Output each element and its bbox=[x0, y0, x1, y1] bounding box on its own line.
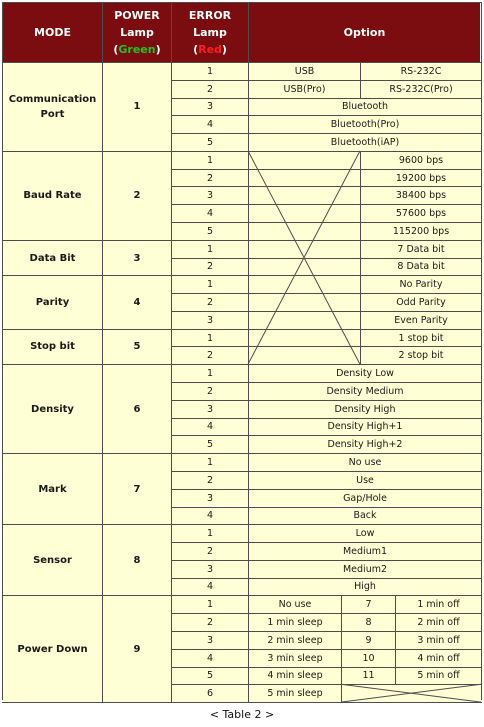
row-m2-e3-option bbox=[361, 187, 481, 204]
row-m9-e5-option-1 bbox=[249, 668, 341, 685]
row-m6-e1-error-text: 1 bbox=[206, 368, 214, 380]
power-lamp-value-6 bbox=[103, 365, 171, 453]
row-m1-e2-option-1-text: USB(Pro) bbox=[283, 83, 326, 95]
row-m1-e1-error bbox=[172, 63, 248, 80]
header-divider bbox=[171, 2, 172, 62]
column-divider bbox=[395, 613, 396, 632]
row-m7-e3-error-text: 3 bbox=[206, 492, 214, 504]
row-m8-e1-option bbox=[249, 525, 481, 542]
row-m1-e5-option bbox=[249, 134, 481, 151]
row-m4-e2-unused bbox=[249, 294, 360, 311]
table-border-bottom bbox=[2, 702, 482, 703]
row-m4-e3-unused bbox=[249, 312, 360, 329]
row-m9-e5-option-2-text: 11 bbox=[362, 670, 375, 682]
header-power-line1: POWER bbox=[114, 9, 160, 22]
column-divider bbox=[102, 240, 103, 277]
row-m2-e1-unused bbox=[249, 152, 360, 169]
mode-name-2 bbox=[3, 152, 102, 240]
row-m7-e4-option bbox=[249, 508, 481, 525]
row-m6-e1-option-text: Density Low bbox=[336, 368, 394, 380]
mode-name-6-text: Density bbox=[31, 403, 74, 415]
row-m3-e1-error bbox=[172, 241, 248, 258]
row-m6-e2-error-text: 2 bbox=[206, 385, 214, 397]
row-m9-e1-error bbox=[172, 596, 248, 613]
header-error-line2: Lamp bbox=[193, 26, 227, 39]
row-m2-e3-option-text: 38400 bps bbox=[395, 190, 447, 202]
column-divider bbox=[102, 524, 103, 596]
power-lamp-value-6-text: 6 bbox=[133, 403, 141, 415]
row-m9-e4-option-1 bbox=[249, 650, 341, 667]
row-m7-e2-error bbox=[172, 472, 248, 489]
row-m1-e2-option-2 bbox=[361, 81, 481, 98]
row-m9-e5-option-3-text: 5 min off bbox=[417, 670, 460, 682]
row-m9-e5-option-2 bbox=[342, 668, 395, 685]
column-divider bbox=[102, 151, 103, 241]
row-m6-e1-option bbox=[249, 365, 481, 382]
column-divider bbox=[360, 80, 361, 99]
row-m3-e1-unused bbox=[249, 241, 360, 258]
row-m9-e4-option-1-text: 3 min sleep bbox=[267, 652, 323, 664]
row-m1-e2-error bbox=[172, 81, 248, 98]
row-m3-e2-option bbox=[361, 259, 481, 276]
row-m4-e1-unused bbox=[249, 276, 360, 293]
row-m9-e4-error bbox=[172, 650, 248, 667]
power-lamp-value-9 bbox=[103, 596, 171, 702]
row-m1-e5-error bbox=[172, 134, 248, 151]
row-m9-e2-option-3 bbox=[396, 614, 481, 631]
row-m5-e2-error-text: 2 bbox=[206, 350, 214, 362]
row-m1-e3-error bbox=[172, 99, 248, 116]
row-m4-e2-option-text: Odd Parity bbox=[396, 297, 446, 308]
row-m9-e5-error bbox=[172, 668, 248, 685]
row-m4-e3-option-text: Even Parity bbox=[394, 314, 448, 326]
row-m5-e1-option bbox=[361, 330, 481, 347]
table-border-top bbox=[2, 2, 482, 3]
column-divider bbox=[341, 684, 342, 703]
mode-name-3 bbox=[3, 241, 102, 276]
row-m2-e2-option-text: 19200 bps bbox=[395, 172, 447, 184]
row-m8-e3-error-text: 3 bbox=[206, 563, 214, 575]
row-m7-e1-option bbox=[249, 454, 481, 471]
row-m9-e3-error bbox=[172, 632, 248, 649]
row-m9-e3-option-3 bbox=[396, 632, 481, 649]
row-m5-e1-unused bbox=[249, 330, 360, 347]
row-m9-e4-option-3-text: 4 min off bbox=[417, 652, 460, 664]
row-m8-e4-error-text: 4 bbox=[206, 581, 214, 593]
row-m2-e3-unused bbox=[249, 187, 360, 204]
row-m9-e1-option-2-text: 7 bbox=[365, 599, 372, 611]
row-m4-e1-error bbox=[172, 276, 248, 293]
mode-name-1 bbox=[3, 63, 102, 151]
row-m7-e2-option-text: Use bbox=[356, 474, 374, 486]
power-lamp-value-3 bbox=[103, 241, 171, 276]
row-m9-e6-option-1 bbox=[249, 685, 341, 702]
row-m4-e1-option bbox=[361, 276, 481, 293]
row-m2-e3-error-text: 3 bbox=[206, 190, 214, 202]
row-m3-e2-unused bbox=[249, 259, 360, 276]
mode-name-2-text: Baud Rate bbox=[23, 190, 82, 202]
row-m1-e1-option-1-text: USB bbox=[294, 65, 315, 77]
header-option-label: Option bbox=[343, 26, 386, 39]
row-m2-e4-option bbox=[361, 205, 481, 222]
row-m6-e5-error-text: 5 bbox=[206, 439, 214, 451]
mode-name-5 bbox=[3, 330, 102, 365]
column-divider bbox=[360, 346, 361, 365]
row-m1-e4-option-text: Bluetooth(Pro) bbox=[330, 119, 400, 131]
column-divider bbox=[360, 204, 361, 223]
row-m6-e4-error bbox=[172, 419, 248, 436]
row-m9-e4-option-2 bbox=[342, 650, 395, 667]
row-m6-e5-option-text: Density High+2 bbox=[327, 439, 403, 451]
row-m1-e2-option-1 bbox=[249, 81, 360, 98]
power-lamp-value-7-text: 7 bbox=[133, 483, 141, 495]
row-m8-e4-option-text: High bbox=[354, 581, 376, 593]
row-m1-e3-option-text: Bluetooth bbox=[341, 101, 389, 113]
column-divider bbox=[360, 275, 361, 294]
row-m1-e3-option bbox=[249, 99, 481, 116]
row-m9-e2-error bbox=[172, 614, 248, 631]
row-m6-e5-option bbox=[249, 436, 481, 453]
row-m9-e3-option-2 bbox=[342, 632, 395, 649]
row-m8-e2-error-text: 2 bbox=[206, 545, 214, 557]
row-m9-e6-unused bbox=[342, 685, 481, 702]
row-m2-e1-option-text: 9600 bps bbox=[398, 154, 444, 166]
row-m2-e1-option bbox=[361, 152, 481, 169]
row-m2-e1-error-text: 1 bbox=[206, 154, 214, 166]
power-lamp-value-8 bbox=[103, 525, 171, 595]
row-m3-e1-error-text: 1 bbox=[206, 243, 214, 255]
column-divider bbox=[102, 595, 103, 703]
row-m9-e5-option-1-text: 4 min sleep bbox=[267, 670, 323, 682]
column-divider bbox=[341, 649, 342, 668]
row-m9-e4-option-3 bbox=[396, 650, 481, 667]
column-divider bbox=[360, 151, 361, 170]
mode-name-7 bbox=[3, 454, 102, 524]
row-m7-e3-option-text: Gap/Hole bbox=[343, 492, 387, 504]
row-m2-e2-error-text: 2 bbox=[206, 172, 214, 184]
mode-name-5-text: Stop bit bbox=[30, 341, 75, 353]
row-m9-e1-option-3 bbox=[396, 596, 481, 613]
row-m9-e5-option-3 bbox=[396, 668, 481, 685]
row-m1-e4-error bbox=[172, 116, 248, 133]
header-error-lamp bbox=[172, 3, 248, 62]
row-m6-e4-option bbox=[249, 419, 481, 436]
column-divider bbox=[395, 631, 396, 650]
row-m2-e1-error bbox=[172, 152, 248, 169]
column-divider bbox=[395, 649, 396, 668]
column-divider bbox=[102, 62, 103, 152]
row-m4-e2-error bbox=[172, 294, 248, 311]
power-lamp-value-2 bbox=[103, 152, 171, 240]
row-m9-e6-error bbox=[172, 685, 248, 702]
row-m6-e5-error bbox=[172, 436, 248, 453]
column-divider bbox=[360, 222, 361, 241]
power-lamp-value-1 bbox=[103, 63, 171, 151]
mode-name-8-text: Sensor bbox=[33, 554, 72, 566]
row-m4-e1-option-text: No Parity bbox=[399, 279, 443, 291]
column-divider bbox=[102, 453, 103, 525]
row-m6-e3-option bbox=[249, 401, 481, 418]
row-m5-e2-error bbox=[172, 347, 248, 364]
header-divider bbox=[248, 2, 249, 62]
row-m9-e1-option-1-text: No use bbox=[278, 599, 312, 611]
row-m9-e1-option-3-text: 1 min off bbox=[417, 599, 460, 611]
column-divider bbox=[102, 364, 103, 454]
row-m7-e1-error bbox=[172, 454, 248, 471]
row-m9-e2-error-text: 2 bbox=[206, 617, 214, 629]
row-m8-e3-error bbox=[172, 561, 248, 578]
row-m1-e3-error-text: 3 bbox=[206, 101, 214, 113]
row-m9-e2-option-1-text: 1 min sleep bbox=[267, 617, 323, 629]
power-lamp-value-4-text: 4 bbox=[133, 297, 141, 309]
row-m6-e3-error bbox=[172, 401, 248, 418]
column-divider bbox=[395, 595, 396, 614]
row-m2-e2-option bbox=[361, 170, 481, 187]
row-m7-e4-error bbox=[172, 508, 248, 525]
row-m9-e3-option-2-text: 9 bbox=[365, 634, 372, 646]
column-divider bbox=[360, 311, 361, 330]
row-m6-e2-option-text: Density Medium bbox=[326, 385, 404, 397]
row-m4-e2-error-text: 2 bbox=[206, 297, 214, 308]
column-divider bbox=[341, 595, 342, 614]
mode-name-8 bbox=[3, 525, 102, 595]
mode-name-4-text: Parity bbox=[35, 297, 70, 309]
row-m4-e2-option bbox=[361, 294, 481, 311]
row-m2-e3-error bbox=[172, 187, 248, 204]
row-m1-e2-error-text: 2 bbox=[206, 83, 214, 95]
row-m7-e1-option-text: No use bbox=[348, 457, 382, 469]
row-m1-e1-option-1 bbox=[249, 63, 360, 80]
row-m9-e3-option-1 bbox=[249, 632, 341, 649]
power-lamp-value-7 bbox=[103, 454, 171, 524]
row-m4-e3-error bbox=[172, 312, 248, 329]
row-m3-e1-option-text: 7 Data bit bbox=[397, 243, 445, 255]
row-m9-e2-option-2-text: 8 bbox=[365, 617, 372, 629]
row-m9-e6-error-text: 6 bbox=[206, 688, 214, 700]
column-divider bbox=[102, 329, 103, 366]
row-m1-e5-option-text: Bluetooth(iAP) bbox=[330, 136, 400, 148]
row-m9-e1-error-text: 1 bbox=[206, 599, 214, 611]
row-m5-e1-option-text: 1 stop bit bbox=[398, 332, 444, 344]
header-error-line1: ERROR bbox=[188, 9, 232, 22]
row-m9-e3-option-3-text: 3 min off bbox=[417, 634, 460, 646]
row-m6-e3-option-text: Density High bbox=[334, 403, 396, 415]
row-m6-e4-error-text: 4 bbox=[206, 421, 214, 433]
row-m8-e2-option bbox=[249, 543, 481, 560]
header-power-color-word: Green bbox=[118, 43, 156, 56]
row-m3-e1-option bbox=[361, 241, 481, 258]
row-m8-e2-option-text: Medium1 bbox=[342, 545, 388, 557]
header-mode bbox=[3, 3, 102, 62]
header-divider bbox=[102, 2, 103, 62]
header-error-color-word: Red bbox=[198, 43, 222, 56]
row-m2-e5-error-text: 5 bbox=[206, 225, 214, 237]
row-m1-e1-error-text: 1 bbox=[206, 65, 214, 77]
row-m9-e2-option-2 bbox=[342, 614, 395, 631]
mode-name-1-text: Communication Port bbox=[8, 93, 97, 120]
header-power-lamp bbox=[103, 3, 171, 62]
row-m7-e3-error bbox=[172, 490, 248, 507]
power-lamp-value-1-text: 1 bbox=[133, 101, 141, 113]
row-m9-e3-option-1-text: 2 min sleep bbox=[267, 634, 323, 646]
header-power-color: (Green) bbox=[113, 43, 161, 56]
row-m7-e2-option bbox=[249, 472, 481, 489]
row-m2-e2-unused bbox=[249, 170, 360, 187]
mode-name-6 bbox=[3, 365, 102, 453]
header-power-line2: Lamp bbox=[120, 26, 154, 39]
mode-name-9-text: Power Down bbox=[17, 643, 88, 655]
row-m9-e5-error-text: 5 bbox=[206, 670, 214, 682]
header-mode-label: MODE bbox=[34, 26, 71, 39]
mode-name-9 bbox=[3, 596, 102, 702]
power-lamp-value-8-text: 8 bbox=[133, 554, 141, 566]
row-m5-e1-error-text: 1 bbox=[206, 332, 214, 344]
row-m2-e5-option-text: 115200 bps bbox=[392, 225, 450, 237]
column-divider bbox=[360, 186, 361, 205]
row-m1-e1-option-2 bbox=[361, 63, 481, 80]
power-lamp-value-3-text: 3 bbox=[133, 252, 141, 264]
row-m2-e4-error-text: 4 bbox=[206, 208, 214, 220]
power-lamp-value-5 bbox=[103, 330, 171, 365]
row-m3-e2-option-text: 8 Data bit bbox=[397, 261, 445, 273]
row-m6-e4-option-text: Density High+1 bbox=[327, 421, 403, 433]
mode-name-3-text: Data Bit bbox=[29, 252, 76, 264]
row-m8-e4-error bbox=[172, 579, 248, 596]
mode-name-4 bbox=[3, 276, 102, 328]
row-m6-e2-error bbox=[172, 383, 248, 400]
row-m2-e5-unused bbox=[249, 223, 360, 240]
power-lamp-value-2-text: 2 bbox=[133, 190, 141, 202]
row-m5-e2-unused bbox=[249, 347, 360, 364]
table-caption: < Table 2 > bbox=[209, 708, 275, 721]
row-m9-e2-option-1 bbox=[249, 614, 341, 631]
row-m2-e5-error bbox=[172, 223, 248, 240]
row-m8-e3-option bbox=[249, 561, 481, 578]
mode-name-7-text: Mark bbox=[38, 483, 67, 495]
row-m8-e1-error-text: 1 bbox=[206, 528, 214, 540]
row-m7-e2-error-text: 2 bbox=[206, 474, 214, 486]
row-m2-e2-error bbox=[172, 170, 248, 187]
row-m1-e1-option-2-text: RS-232C bbox=[400, 65, 442, 77]
row-m5-e1-error bbox=[172, 330, 248, 347]
row-m1-e4-option bbox=[249, 116, 481, 133]
row-m5-e2-option-text: 2 stop bit bbox=[398, 350, 444, 362]
column-divider bbox=[360, 293, 361, 312]
row-m9-e2-option-3-text: 2 min off bbox=[417, 617, 460, 629]
row-m2-e4-option-text: 57600 bps bbox=[395, 208, 447, 220]
power-lamp-value-5-text: 5 bbox=[133, 341, 141, 353]
row-m5-e2-option bbox=[361, 347, 481, 364]
row-m8-e2-error bbox=[172, 543, 248, 560]
row-m3-e2-error-text: 2 bbox=[206, 261, 214, 273]
row-m8-e1-option-text: Low bbox=[355, 528, 375, 540]
row-m8-e4-option bbox=[249, 579, 481, 596]
row-m2-e4-error bbox=[172, 205, 248, 222]
row-m7-e4-option-text: Back bbox=[353, 510, 377, 522]
column-divider bbox=[341, 631, 342, 650]
row-m1-e5-error-text: 5 bbox=[206, 136, 214, 148]
row-m2-e5-option bbox=[361, 223, 481, 240]
row-m2-e4-unused bbox=[249, 205, 360, 222]
row-m9-e4-option-2-text: 10 bbox=[362, 652, 375, 664]
power-lamp-value-9-text: 9 bbox=[133, 643, 141, 655]
row-m4-e3-option bbox=[361, 312, 481, 329]
row-m6-e1-error bbox=[172, 365, 248, 382]
row-m8-e3-option-text: Medium2 bbox=[342, 563, 388, 575]
row-m8-e1-error bbox=[172, 525, 248, 542]
column-divider bbox=[360, 240, 361, 259]
row-m9-e1-option-1 bbox=[249, 596, 341, 613]
row-m9-e1-option-2 bbox=[342, 596, 395, 613]
row-m4-e3-error-text: 3 bbox=[206, 314, 214, 326]
row-m7-e1-error-text: 1 bbox=[206, 457, 214, 469]
row-m9-e3-error-text: 3 bbox=[206, 634, 214, 646]
row-m7-e4-error-text: 4 bbox=[206, 510, 214, 522]
header-error-color: (Red) bbox=[193, 43, 227, 56]
row-m1-e4-error-text: 4 bbox=[206, 119, 214, 131]
column-divider bbox=[360, 62, 361, 81]
row-m3-e2-error bbox=[172, 259, 248, 276]
row-m9-e6-option-1-text: 5 min sleep bbox=[267, 688, 323, 700]
power-lamp-value-4 bbox=[103, 276, 171, 328]
column-divider bbox=[102, 275, 103, 329]
row-m9-e4-error-text: 4 bbox=[206, 652, 214, 664]
row-m6-e2-option bbox=[249, 383, 481, 400]
row-m6-e3-error-text: 3 bbox=[206, 403, 214, 415]
row-m7-e3-option bbox=[249, 490, 481, 507]
row-m1-e2-option-2-text: RS-232C(Pro) bbox=[389, 83, 453, 95]
header-option bbox=[249, 3, 480, 62]
row-m4-e1-error-text: 1 bbox=[206, 279, 214, 291]
column-divider bbox=[341, 613, 342, 632]
